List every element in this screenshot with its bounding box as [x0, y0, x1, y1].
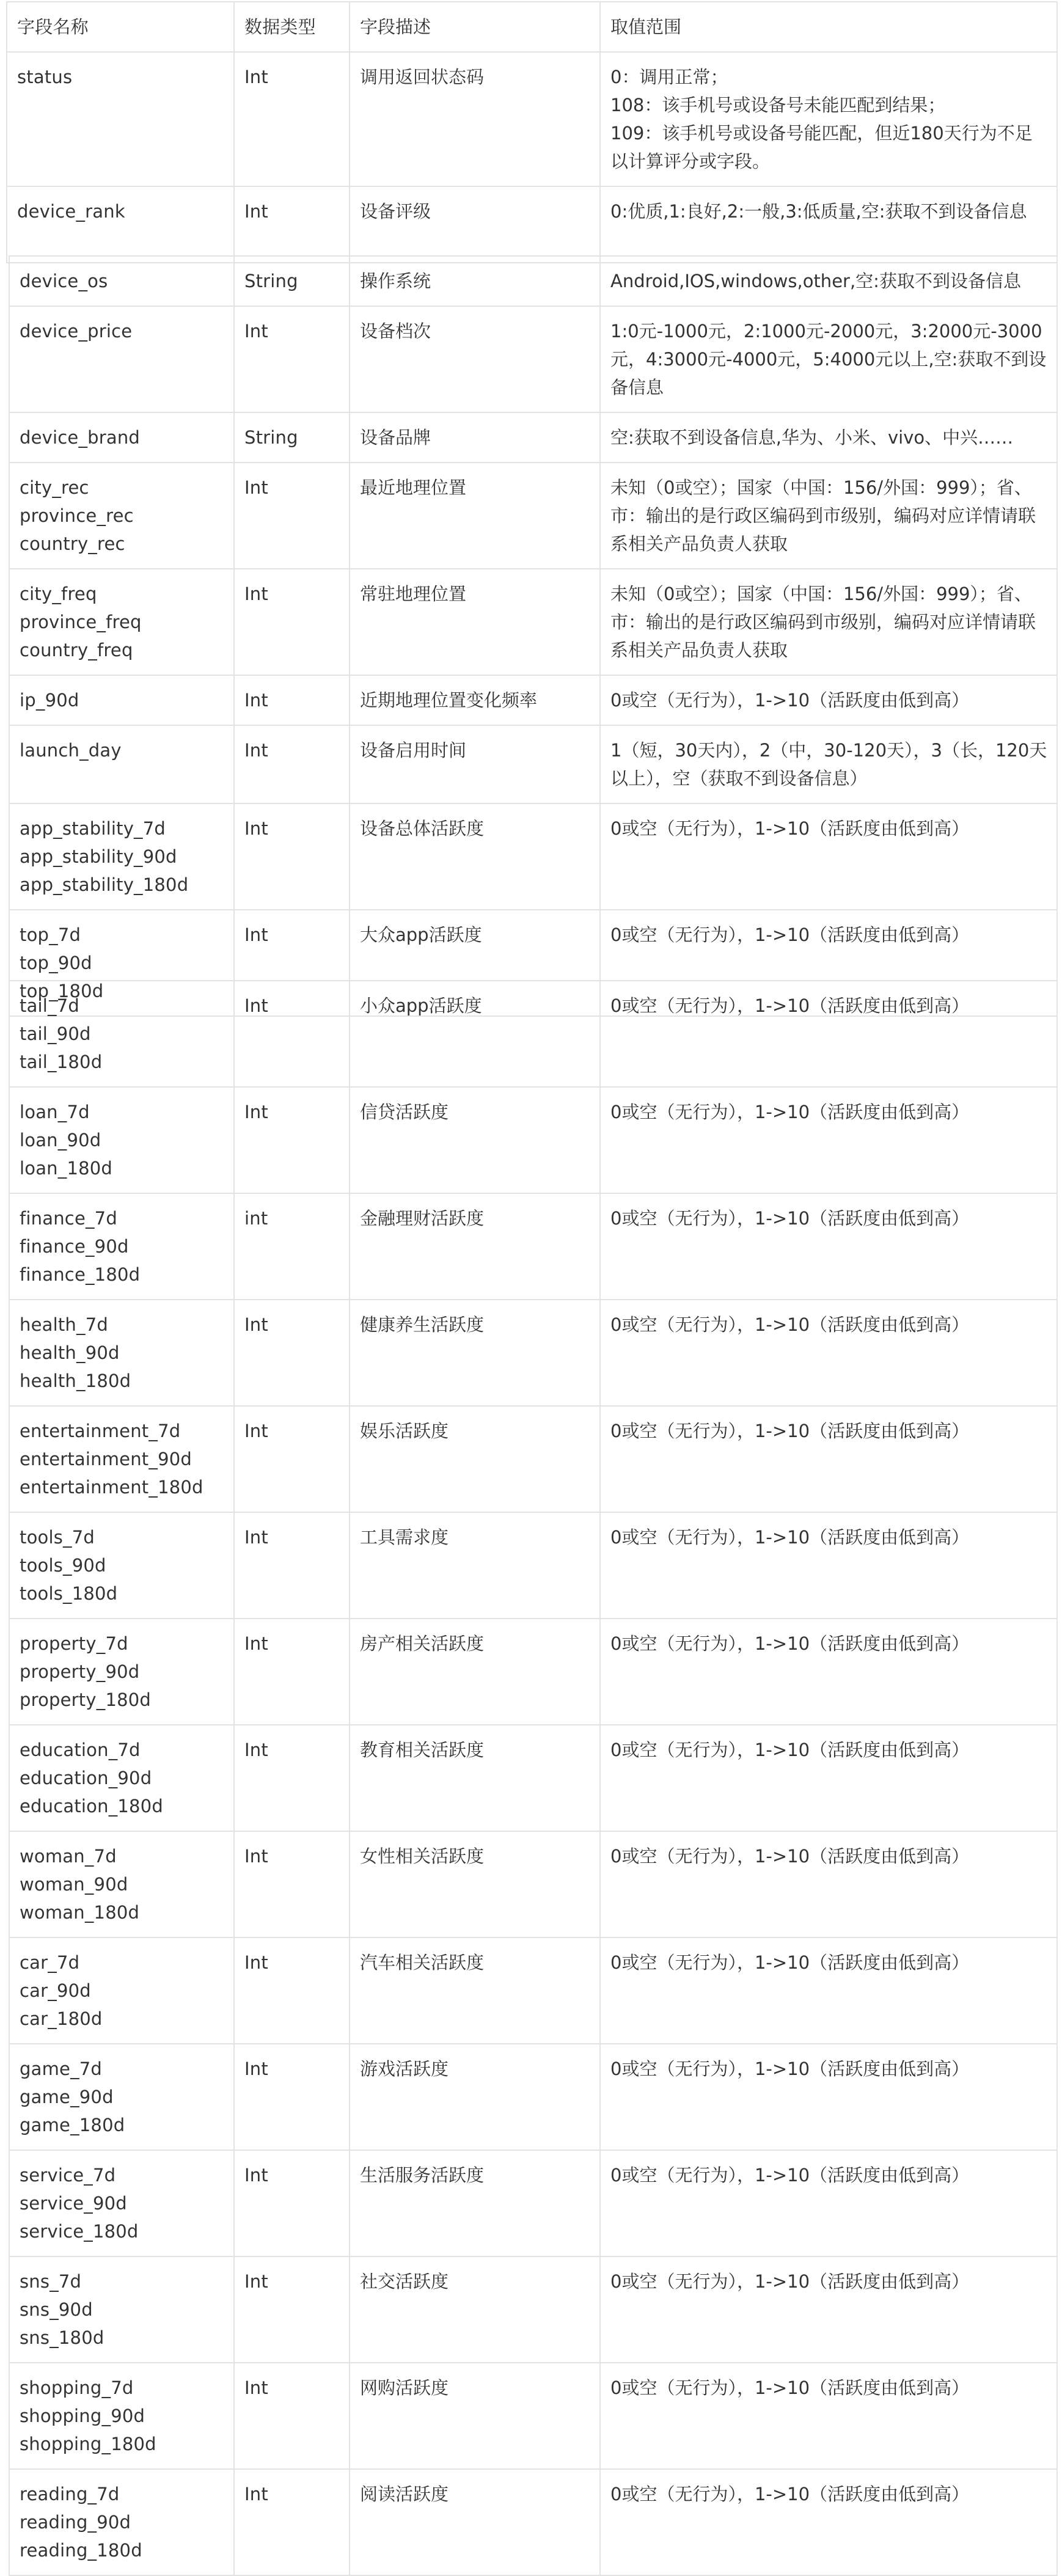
field-desc-cell: 设备启用时间 [350, 725, 600, 803]
field-name-cell: entertainment_7d entertainment_90d entertainment_180d [9, 1406, 234, 1512]
field-desc-cell: 汽车相关活跃度 [350, 1937, 600, 2044]
header-data-type: 数据类型 [234, 2, 350, 52]
field-desc-cell: 网购活跃度 [350, 2363, 600, 2469]
table-row [9, 1300, 1057, 1406]
value-range-cell: 0或空（无行为），1->10（活跃度由低到高） [600, 2044, 1057, 2150]
field-name-cell: game_7d game_90d game_180d [9, 2044, 234, 2150]
table-body-part-3 [9, 981, 1057, 2575]
field-name-cell: property_7d property_90d property_180d [9, 1619, 234, 1725]
data-type-cell: Int [234, 1300, 350, 1406]
field-desc-cell: 最近地理位置 [350, 463, 600, 569]
data-type-cell: Int [234, 463, 350, 569]
table-row [9, 1406, 1057, 1512]
field-desc-cell: 大众app活跃度 [350, 910, 600, 1016]
data-type-cell: Int [234, 675, 350, 725]
field-table-part-3 [9, 980, 1058, 2576]
data-type-cell: Int [234, 1831, 350, 1937]
data-type-cell: Int [234, 186, 350, 263]
value-range-cell: 0或空（无行为），1->10（活跃度由低到高） [600, 1831, 1057, 1937]
field-name-cell: loan_7d loan_90d loan_180d [9, 1087, 234, 1193]
table-row [9, 1512, 1057, 1619]
data-type-cell: Int [234, 2469, 350, 2575]
table-header-row [7, 2, 1057, 52]
table-row [9, 1193, 1057, 1300]
table-row [9, 1087, 1057, 1193]
value-range-cell: 未知（0或空）；国家（中国：156/外国：999）；省、市：输出的是行政区编码到市级别，编码对应详情请联系相关产品负责人获取 [600, 463, 1057, 569]
field-name-cell: city_rec province_rec country_rec [9, 463, 234, 569]
value-range-cell: 0或空（无行为），1->10（活跃度由低到高） [600, 1725, 1057, 1831]
data-type-cell: Int [234, 981, 350, 1087]
field-desc-cell: 阅读活跃度 [350, 2469, 600, 2575]
field-name-cell: top_7d top_90d top_180d [9, 910, 234, 1016]
data-type-cell: Int [234, 910, 350, 1016]
data-type-cell: Int [234, 803, 350, 910]
value-range-cell: 0或空（无行为），1->10（活跃度由低到高） [600, 1619, 1057, 1725]
value-range-cell: 空:获取不到设备信息,华为、小米、vivo、中兴…… [600, 412, 1057, 463]
field-desc-cell: 近期地理位置变化频率 [350, 675, 600, 725]
field-desc-cell: 调用返回状态码 [350, 52, 600, 186]
table-row [9, 1619, 1057, 1725]
value-range-cell: 0或空（无行为），1->10（活跃度由低到高） [600, 1300, 1057, 1406]
value-range-cell: 0或空（无行为），1->10（活跃度由低到高） [600, 1193, 1057, 1300]
field-table-part-2 [9, 255, 1058, 1017]
field-name-cell: launch_day [9, 725, 234, 803]
header-field-name: 字段名称 [7, 2, 234, 52]
field-desc-cell: 女性相关活跃度 [350, 1831, 600, 1937]
value-range-cell: 1:0元-1000元，2:1000元-2000元，3:2000元-3000元，4:3000元-4000元，5:4000元以上,空:获取不到设备信息 [600, 306, 1057, 412]
field-name-cell: woman_7d woman_90d woman_180d [9, 1831, 234, 1937]
data-type-cell: Int [234, 1512, 350, 1619]
data-type-cell: Int [234, 2150, 350, 2256]
table-row [9, 725, 1057, 803]
value-range-cell: 0或空（无行为），1->10（活跃度由低到高） [600, 2150, 1057, 2256]
table-body-part-2 [9, 256, 1057, 1016]
data-type-cell: Int [234, 2363, 350, 2469]
table-row [9, 2256, 1057, 2363]
field-desc-cell: 游戏活跃度 [350, 2044, 600, 2150]
table-body-part-1 [7, 52, 1057, 263]
value-range-cell: Android,IOS,windows,other,空:获取不到设备信息 [600, 256, 1057, 306]
data-type-cell: String [234, 256, 350, 306]
value-range-cell: 0或空（无行为），1->10（活跃度由低到高） [600, 2256, 1057, 2363]
table-row [9, 463, 1057, 569]
data-type-cell: Int [234, 2256, 350, 2363]
data-type-cell: Int [234, 1937, 350, 2044]
header-field-desc: 字段描述 [350, 2, 600, 52]
value-range-cell: 0或空（无行为），1->10（活跃度由低到高） [600, 2363, 1057, 2469]
field-name-cell: app_stability_7d app_stability_90d app_stability_180d [9, 803, 234, 910]
field-desc-cell: 信贷活跃度 [350, 1087, 600, 1193]
table-row [7, 186, 1057, 263]
data-type-cell: String [234, 412, 350, 463]
value-range-cell: 0或空（无行为），1->10（活跃度由低到高） [600, 2469, 1057, 2575]
table-row [9, 412, 1057, 463]
field-desc-cell: 操作系统 [350, 256, 600, 306]
data-type-cell: int [234, 1193, 350, 1300]
field-name-cell: device_price [9, 306, 234, 412]
data-type-cell: Int [234, 306, 350, 412]
table-row [9, 2363, 1057, 2469]
value-range-cell: 0或空（无行为），1->10（活跃度由低到高） [600, 1937, 1057, 2044]
table-row [9, 803, 1057, 910]
field-desc-cell: 设备品牌 [350, 412, 600, 463]
value-range-cell: 0：调用正常； 108：该手机号或设备号未能匹配到结果； 109：该手机号或设备号能匹配，但近180天行为不足以计算评分或字段。 [600, 52, 1057, 186]
field-name-cell: shopping_7d shopping_90d shopping_180d [9, 2363, 234, 2469]
field-desc-cell: 金融理财活跃度 [350, 1193, 600, 1300]
field-name-cell: device_os [9, 256, 234, 306]
table-row [9, 675, 1057, 725]
field-desc-cell: 设备总体活跃度 [350, 803, 600, 910]
field-name-cell: car_7d car_90d car_180d [9, 1937, 234, 2044]
table-row [9, 569, 1057, 675]
field-desc-cell: 工具需求度 [350, 1512, 600, 1619]
table-row [7, 52, 1057, 186]
field-name-cell: sns_7d sns_90d sns_180d [9, 2256, 234, 2363]
value-range-cell: 未知（0或空）；国家（中国：156/外国：999）；省、市：输出的是行政区编码到市级别，编码对应详情请联系相关产品负责人获取 [600, 569, 1057, 675]
field-name-cell: tools_7d tools_90d tools_180d [9, 1512, 234, 1619]
field-name-cell: education_7d education_90d education_180d [9, 1725, 234, 1831]
field-desc-cell: 教育相关活跃度 [350, 1725, 600, 1831]
field-name-cell: finance_7d finance_90d finance_180d [9, 1193, 234, 1300]
field-name-cell: device_rank [7, 186, 234, 263]
field-name-cell: service_7d service_90d service_180d [9, 2150, 234, 2256]
data-type-cell: Int [234, 1725, 350, 1831]
table-row [9, 256, 1057, 306]
table-row [9, 1725, 1057, 1831]
value-range-cell: 0或空（无行为），1->10（活跃度由低到高） [600, 1512, 1057, 1619]
data-type-cell: Int [234, 1406, 350, 1512]
field-desc-cell: 设备评级 [350, 186, 600, 263]
table-row [9, 1831, 1057, 1937]
header-value-range: 取值范围 [600, 2, 1057, 52]
field-desc-cell: 设备档次 [350, 306, 600, 412]
field-name-cell: health_7d health_90d health_180d [9, 1300, 234, 1406]
field-desc-cell: 健康养生活跃度 [350, 1300, 600, 1406]
data-type-cell: Int [234, 725, 350, 803]
data-type-cell: Int [234, 569, 350, 675]
value-range-cell: 0:优质,1:良好,2:一般,3:低质量,空:获取不到设备信息 [600, 186, 1057, 263]
field-desc-cell: 生活服务活跃度 [350, 2150, 600, 2256]
table-row [9, 2469, 1057, 2575]
field-desc-cell: 常驻地理位置 [350, 569, 600, 675]
data-type-cell: Int [234, 2044, 350, 2150]
field-name-cell: tail_7d tail_90d tail_180d [9, 981, 234, 1087]
data-type-cell: Int [234, 1619, 350, 1725]
value-range-cell: 0或空（无行为），1->10（活跃度由低到高） [600, 981, 1057, 1087]
table-row [9, 981, 1057, 1087]
field-name-cell: reading_7d reading_90d reading_180d [9, 2469, 234, 2575]
value-range-cell: 0或空（无行为），1->10（活跃度由低到高） [600, 910, 1057, 1016]
field-name-cell: city_freq province_freq country_freq [9, 569, 234, 675]
data-type-cell: Int [234, 52, 350, 186]
field-name-cell: ip_90d [9, 675, 234, 725]
table-row [9, 306, 1057, 412]
field-name-cell: status [7, 52, 234, 186]
field-name-cell: device_brand [9, 412, 234, 463]
table-row [9, 2044, 1057, 2150]
table-row [9, 1937, 1057, 2044]
value-range-cell: 1（短，30天内），2（中，30-120天），3（长，120天以上），空（获取不到设备信息） [600, 725, 1057, 803]
value-range-cell: 0或空（无行为），1->10（活跃度由低到高） [600, 1406, 1057, 1512]
data-type-cell: Int [234, 1087, 350, 1193]
table-row [9, 2150, 1057, 2256]
field-desc-cell: 小众app活跃度 [350, 981, 600, 1087]
field-desc-cell: 社交活跃度 [350, 2256, 600, 2363]
value-range-cell: 0或空（无行为），1->10（活跃度由低到高） [600, 803, 1057, 910]
field-desc-cell: 娱乐活跃度 [350, 1406, 600, 1512]
field-desc-cell: 房产相关活跃度 [350, 1619, 600, 1725]
field-table-part-1 [6, 1, 1058, 263]
value-range-cell: 0或空（无行为），1->10（活跃度由低到高） [600, 1087, 1057, 1193]
value-range-cell: 0或空（无行为），1->10（活跃度由低到高） [600, 675, 1057, 725]
